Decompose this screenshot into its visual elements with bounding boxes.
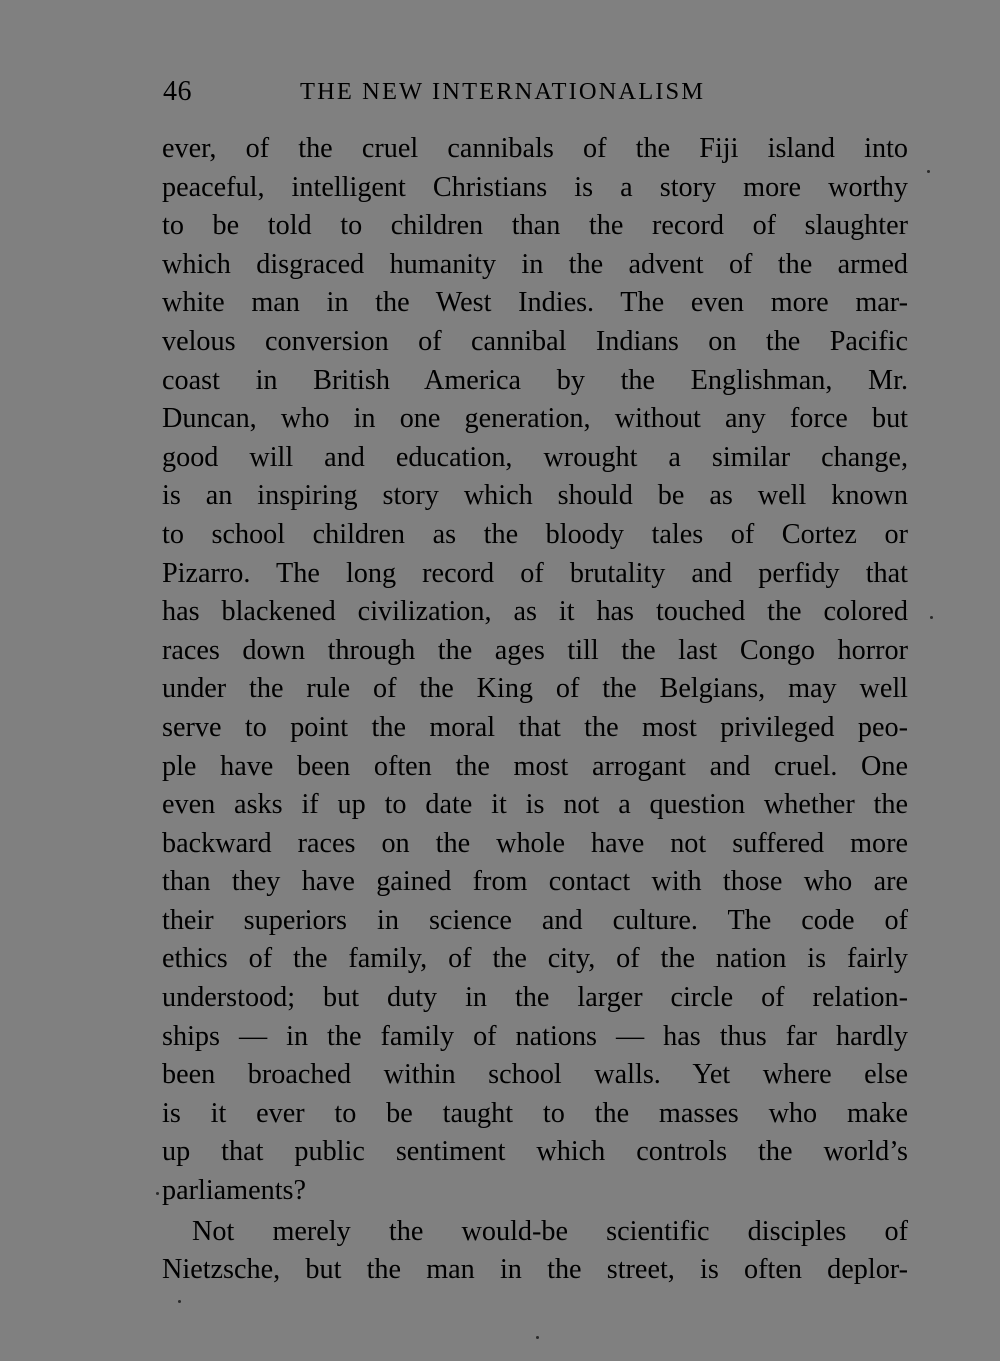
- scan-speck: [930, 616, 933, 619]
- paragraph-2: [162, 1213, 908, 1290]
- paragraph-1: [162, 130, 908, 1211]
- text-line: ple have been often the most arrogant and cruel. One: [162, 750, 908, 782]
- scan-speck: [178, 1300, 181, 1303]
- text-line: is it ever to be taught to the masses who make: [162, 1097, 908, 1129]
- text-line: ethics of the family, of the city, of the nation is fairly: [162, 943, 908, 975]
- text-line: races down through the ages till the last Congo horror: [162, 634, 908, 666]
- text-line: serve to point the moral that the most privileged peo-: [162, 711, 908, 743]
- text-line: good will and education, wrought a similar change,: [162, 441, 908, 473]
- text-line: than they have gained from contact with those who are: [162, 866, 908, 898]
- text-line: Not merely the would-be scientific disciples of: [192, 1215, 908, 1247]
- text-line: even asks if up to date it is not a question whether the: [162, 789, 908, 821]
- body-text: [162, 130, 908, 1290]
- scan-speck: [927, 170, 930, 173]
- text-line: velous conversion of cannibal Indians on the Pacific: [162, 325, 908, 357]
- page-number: 46: [163, 76, 192, 107]
- text-line: up that public sentiment which controls the world’s: [162, 1136, 908, 1168]
- text-line: ever, of the cruel cannibals of the Fiji island into: [162, 133, 908, 164]
- page-header: [163, 72, 908, 112]
- scan-speck: [536, 1336, 539, 1339]
- text-line: peaceful, intelligent Christians is a story more worthy: [162, 171, 908, 203]
- text-line: Duncan, who in one generation, without any force but: [162, 403, 908, 435]
- text-line: is an inspiring story which should be as well known: [162, 480, 908, 512]
- scan-speck: [156, 1192, 159, 1195]
- text-line: parliaments?: [162, 1175, 307, 1207]
- text-line: their superiors in science and culture. The code of: [162, 904, 908, 936]
- text-line: ships — in the family of nations — has thus far hardly: [162, 1020, 908, 1052]
- text-line: been broached within school walls. Yet where else: [162, 1059, 908, 1091]
- text-line: Nietzsche, but the man in the street, is often deplor-: [162, 1254, 908, 1286]
- text-line: understood; but duty in the larger circle of relation-: [162, 982, 908, 1014]
- text-line: to be told to children than the record of slaughter: [162, 210, 908, 242]
- running-title: THE NEW INTERNATIONALISM: [300, 78, 706, 105]
- text-line: backward races on the whole have not suffered more: [162, 827, 908, 859]
- text-line: which disgraced humanity in the advent of the armed: [162, 248, 908, 280]
- text-line: has blackened civilization, as it has touched the colored: [162, 596, 908, 628]
- text-line: Pizarro. The long record of brutality and perfidy that: [162, 557, 908, 589]
- text-line: coast in British America by the Englishman, Mr.: [162, 364, 908, 396]
- text-line: under the rule of the King of the Belgians, may well: [162, 673, 908, 705]
- text-line: to school children as the bloody tales of Cortez or: [162, 518, 908, 550]
- text-line: white man in the West Indies. The even more mar-: [162, 287, 908, 319]
